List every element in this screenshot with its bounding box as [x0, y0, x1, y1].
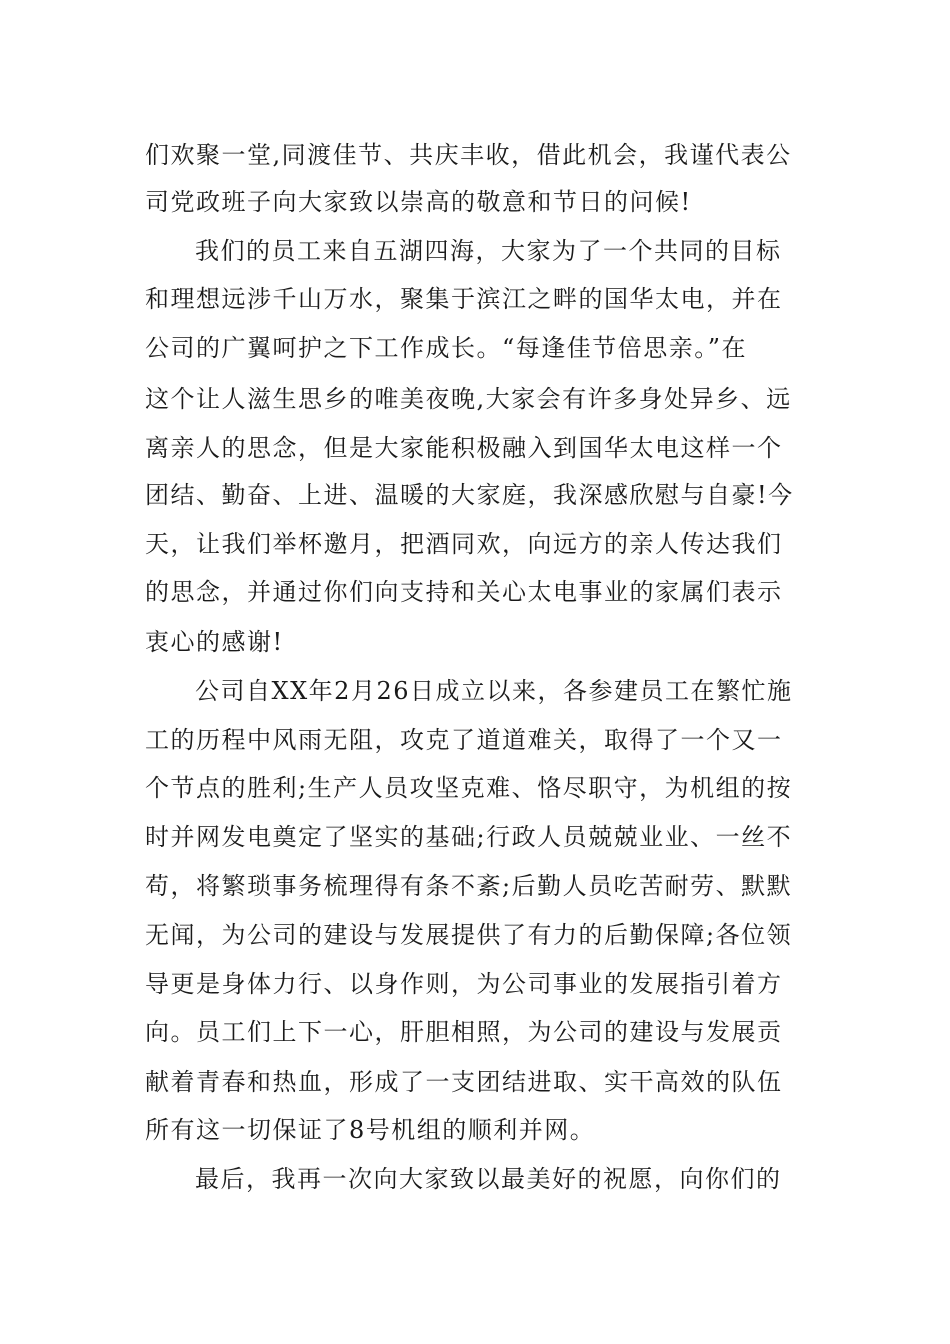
text-line: 时并网发电奠定了坚实的基础;行政人员兢兢业业、一丝不 — [145, 823, 793, 851]
text-line: 离亲人的思念，但是大家能积极融入到国华太电这样一个 — [145, 434, 783, 462]
paragraph-start-line: 最后，我再一次向大家致以最美好的祝愿，向你们的 — [195, 1165, 782, 1193]
text-line: 衷心的感谢! — [145, 628, 284, 656]
text-line: 所有这一切保证了8号机组的顺利并网。 — [145, 1116, 596, 1144]
text-line: 司党政班子向大家致以崇高的敬意和节日的问候! — [145, 188, 692, 216]
text-line: 这个让人滋生思乡的唯美夜晚,大家会有许多身处异乡、远 — [145, 385, 792, 413]
text-line: 无闻，为公司的建设与发展提供了有力的后勤保障;各位领 — [145, 921, 793, 949]
text-line: 们欢聚一堂,同渡佳节、共庆丰收，借此机会，我谨代表公 — [145, 141, 792, 169]
text-line: 的思念，并通过你们向支持和关心太电事业的家属们表示 — [145, 578, 783, 606]
text-line: 和理想远涉千山万水，聚集于滨江之畔的国华太电，并在 — [145, 285, 783, 313]
text-line: 公司的广翼呵护之下工作成长。“每逢佳节倍思亲。”在 — [145, 334, 748, 362]
text-line: 天，让我们举杯邀月，把酒同欢，向远方的亲人传达我们 — [145, 530, 783, 558]
paragraph-start-line: 公司自XX年2月26日成立以来，各参建员工在繁忙施 — [195, 677, 793, 705]
text-line: 导更是身体力行、以身作则，为公司事业的发展指引着方 — [145, 970, 783, 998]
paragraph-start-line: 我们的员工来自五湖四海，大家为了一个共同的目标 — [195, 237, 782, 265]
text-line: 工的历程中风雨无阻，攻克了道道难关，取得了一个又一 — [145, 726, 783, 754]
text-line: 团结、勤奋、上进、温暖的大家庭，我深感欣慰与自豪!今 — [145, 481, 794, 509]
text-line: 个节点的胜利;生产人员攻坚克难、恪尽职守，为机组的按 — [145, 774, 793, 802]
text-line: 献着青春和热血，形成了一支团结进取、实干高效的队伍 — [145, 1068, 783, 1096]
text-line: 苟，将繁琐事务梳理得有条不紊;后勤人员吃苦耐劳、默默 — [145, 872, 793, 900]
text-line: 向。员工们上下一心，肝胆相照，为公司的建设与发展贡 — [145, 1018, 783, 1046]
